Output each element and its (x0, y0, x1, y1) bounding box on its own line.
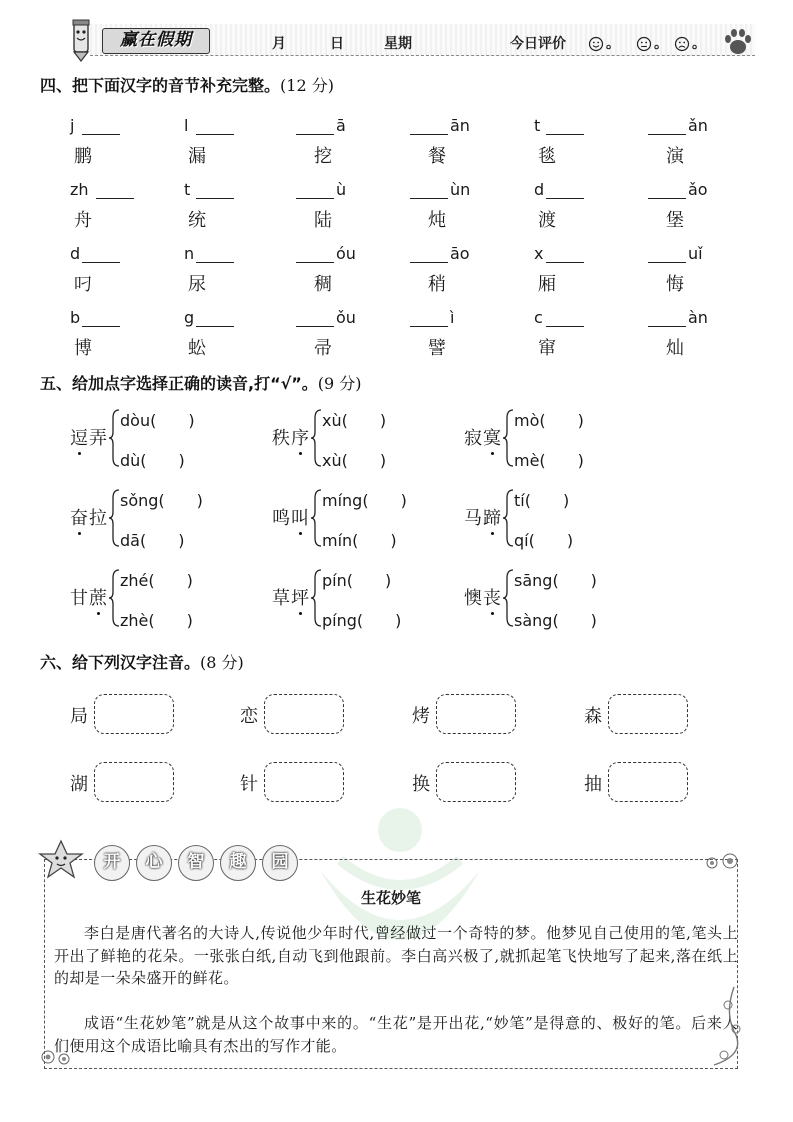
answer-blank[interactable] (296, 198, 334, 199)
hanzi-char: 渡 (538, 210, 556, 231)
pinyin-cell (534, 308, 624, 362)
section4-title-text: 四、把下面汉字的音节补充完整。 (40, 76, 281, 95)
pinyin-cell (184, 244, 274, 298)
pinyin-cell (184, 308, 274, 362)
answer-blank[interactable] (546, 262, 584, 263)
pinyin-box-item (412, 694, 592, 738)
pinyin-initial: zh (70, 180, 89, 199)
hanzi-char: 帚 (314, 338, 332, 359)
day-label: 日 (330, 36, 344, 52)
choice-word: 逗弄 (70, 428, 108, 449)
pinyin-cell (70, 180, 160, 234)
reading-choice (464, 408, 644, 468)
pinyin-final: ā (336, 116, 346, 135)
sad-face-icon (674, 36, 690, 52)
section4-title (40, 73, 334, 96)
reading-choice (70, 568, 250, 628)
emphasis-dot (78, 452, 81, 455)
answer-blank[interactable] (648, 326, 686, 327)
pinyin-answer-box[interactable] (436, 762, 516, 802)
pinyin-initial: x (534, 244, 544, 263)
answer-blank[interactable] (648, 262, 686, 263)
answer-blank[interactable] (648, 198, 686, 199)
answer-blank[interactable] (196, 262, 234, 263)
pinyin-box-item (240, 694, 420, 738)
answer-blank[interactable] (648, 134, 686, 135)
neutral-face-icon (636, 36, 652, 52)
hanzi-char: 统 (188, 210, 206, 231)
pinyin-final: óu (336, 244, 356, 263)
hanzi-char: 烤 (412, 706, 430, 727)
option-lower[interactable]: dù( ) (120, 451, 185, 470)
badge-3: 智 (178, 845, 214, 881)
brace-icon (108, 568, 120, 628)
option-upper[interactable]: sǒng( ) (120, 491, 203, 510)
pinyin-line (184, 244, 274, 266)
pinyin-cell (534, 244, 624, 298)
rating-sep-3: 。 (692, 36, 706, 52)
pinyin-final: ǎn (688, 116, 708, 135)
pinyin-answer-box[interactable] (264, 762, 344, 802)
option-lower[interactable]: mín( ) (322, 531, 397, 550)
pinyin-box-item (240, 762, 420, 806)
hanzi-char: 悔 (666, 274, 684, 295)
pinyin-final: uǐ (688, 244, 703, 263)
answer-blank[interactable] (410, 262, 448, 263)
emphasis-dot (491, 452, 494, 455)
pinyin-answer-box[interactable] (436, 694, 516, 734)
pinyin-line (648, 308, 738, 330)
hanzi-char: 餐 (428, 146, 446, 167)
answer-blank[interactable] (82, 326, 120, 327)
rating-sep-2: 。 (654, 36, 668, 52)
choice-word: 草坪 (272, 588, 310, 609)
story-paragraph-2: 成语“生花妙笔”就是从这个故事中来的。“生花”是开出花,“妙笔”是得意的、极好的笔。后来人们便用这个成语比喻具有杰出的写作才能。 (54, 1014, 738, 1055)
hanzi-char: 窜 (538, 338, 556, 359)
hanzi-char: 针 (240, 774, 258, 795)
pinyin-line (70, 244, 160, 266)
rating-sep-1: 。 (606, 36, 620, 52)
pinyin-box-item (584, 694, 764, 738)
answer-blank[interactable] (410, 134, 448, 135)
answer-blank[interactable] (546, 198, 584, 199)
pinyin-cell (648, 244, 738, 298)
pinyin-initial: l (184, 116, 189, 135)
option-lower[interactable]: qí( ) (514, 531, 574, 550)
emphasis-dot (299, 532, 302, 535)
answer-blank[interactable] (96, 198, 134, 199)
pinyin-line (534, 308, 624, 330)
section5-title (40, 371, 362, 394)
choice-word: 寂寞 (464, 428, 502, 449)
hanzi-char: 叼 (74, 274, 92, 295)
pinyin-cell (70, 244, 160, 298)
hanzi-char: 挖 (314, 146, 332, 167)
pinyin-answer-box[interactable] (608, 694, 688, 734)
answer-blank[interactable] (196, 326, 234, 327)
pinyin-line (296, 244, 386, 266)
reading-choice (70, 408, 250, 468)
pinyin-line (648, 116, 738, 138)
option-upper[interactable]: pín( ) (322, 571, 392, 590)
pinyin-cell (70, 116, 160, 170)
badge-4: 趣 (220, 845, 256, 881)
pinyin-line (534, 244, 624, 266)
hanzi-char: 博 (74, 338, 92, 359)
option-upper[interactable]: mò( ) (514, 411, 584, 430)
page-header (60, 18, 755, 62)
pinyin-line (648, 244, 738, 266)
pinyin-final: ǒu (336, 308, 356, 327)
pinyin-line (534, 180, 624, 202)
pinyin-final: ùn (450, 180, 471, 199)
flower-decoration-icon (700, 849, 744, 877)
pinyin-line (296, 308, 386, 330)
story-paragraph-1: 李白是唐代著名的大诗人,传说他少年时代,曾经做过一个奇特的梦。他梦见自己使用的笔,笔头上开出了鲜艳的花朵。一张张白纸,自动飞到他跟前。李白高兴极了,就抓起笔飞快地写了起来,落在纸上的却是一朵朵盛开的鲜花。 (54, 924, 738, 987)
option-upper[interactable]: tí( ) (514, 491, 570, 510)
brace-icon (310, 488, 322, 548)
star-mascot-icon (36, 839, 86, 879)
hanzi-char: 稠 (314, 274, 332, 295)
pinyin-cell (296, 308, 386, 362)
choice-word: 鸣叫 (272, 508, 310, 529)
pinyin-cell (296, 244, 386, 298)
section4-points: (12 分) (280, 76, 334, 95)
answer-blank[interactable] (546, 134, 584, 135)
hanzi-char: 炖 (428, 210, 446, 231)
option-upper[interactable]: sāng( ) (514, 571, 597, 590)
pinyin-cell (534, 180, 624, 234)
rating-label: 今日评价 (510, 36, 566, 52)
answer-blank[interactable] (296, 326, 334, 327)
option-lower[interactable]: zhè( ) (120, 611, 193, 630)
pinyin-answer-box[interactable] (94, 762, 174, 802)
vine-decoration-icon (684, 985, 744, 1069)
pinyin-final: ì (450, 308, 455, 327)
pinyin-box-item (70, 762, 250, 806)
pinyin-initial: g (184, 308, 195, 327)
option-upper[interactable]: míng( ) (322, 491, 407, 510)
pinyin-cell (534, 116, 624, 170)
emphasis-dot (97, 612, 100, 615)
pinyin-line (184, 308, 274, 330)
badge-1: 开 (94, 845, 130, 881)
brace-icon (108, 488, 120, 548)
pinyin-line (184, 116, 274, 138)
pinyin-initial: d (534, 180, 545, 199)
pinyin-final: āo (450, 244, 470, 263)
pinyin-initial: d (70, 244, 81, 263)
pinyin-initial: c (534, 308, 543, 327)
reading-choice (272, 488, 452, 548)
paw-print-icon (722, 26, 754, 58)
choice-word: 奋拉 (70, 508, 108, 529)
pinyin-cell (648, 180, 738, 234)
emphasis-dot (299, 452, 302, 455)
hanzi-char: 演 (666, 146, 684, 167)
hanzi-char: 森 (584, 706, 602, 727)
pinyin-answer-box[interactable] (264, 694, 344, 734)
reading-choice (272, 568, 452, 628)
pinyin-box-item (584, 762, 764, 806)
pinyin-final: àn (688, 308, 708, 327)
answer-blank[interactable] (410, 326, 448, 327)
pinyin-cell (410, 244, 500, 298)
badge-5: 园 (262, 845, 298, 881)
hanzi-char: 堡 (666, 210, 684, 231)
hanzi-char: 灿 (666, 338, 684, 359)
option-lower[interactable]: píng( ) (322, 611, 402, 630)
brace-icon (108, 408, 120, 468)
brand-title: 赢在假期 (102, 28, 210, 54)
hanzi-char: 换 (412, 774, 430, 795)
pinyin-final: ān (450, 116, 470, 135)
pinyin-line (296, 116, 386, 138)
emphasis-dot (299, 612, 302, 615)
pinyin-answer-box[interactable] (608, 762, 688, 802)
pinyin-line (70, 116, 160, 138)
pinyin-cell (410, 180, 500, 234)
pinyin-box-item (70, 694, 250, 738)
answer-blank[interactable] (410, 198, 448, 199)
hanzi-char: 尿 (188, 274, 206, 295)
pinyin-cell (410, 116, 500, 170)
hanzi-char: 抽 (584, 774, 602, 795)
choice-word: 甘蔗 (70, 588, 108, 609)
pinyin-cell (184, 180, 274, 234)
pinyin-answer-box[interactable] (94, 694, 174, 734)
hanzi-char: 厢 (538, 274, 556, 295)
hanzi-char: 譬 (428, 338, 446, 359)
pinyin-box-item (412, 762, 592, 806)
section6-points: (8 分) (200, 653, 244, 672)
hanzi-char: 恋 (240, 706, 258, 727)
choice-word: 马蹄 (464, 508, 502, 529)
answer-blank[interactable] (82, 262, 120, 263)
pinyin-line (648, 180, 738, 202)
emphasis-dot (491, 532, 494, 535)
pinyin-cell (648, 308, 738, 362)
answer-blank[interactable] (546, 326, 584, 327)
smile-face-icon (588, 36, 604, 52)
badge-2: 心 (136, 845, 172, 881)
pinyin-line (410, 308, 500, 330)
hanzi-char: 舟 (74, 210, 92, 231)
hanzi-char: 鹏 (74, 146, 92, 167)
story-title: 生花妙笔 (360, 889, 421, 907)
option-lower[interactable]: dā( ) (120, 531, 185, 550)
pinyin-line (534, 116, 624, 138)
pinyin-cell (296, 180, 386, 234)
hanzi-char: 陆 (314, 210, 332, 231)
brace-icon (502, 488, 514, 548)
pinyin-initial: n (184, 244, 195, 263)
pinyin-line (410, 116, 500, 138)
pinyin-final: ǎo (688, 180, 708, 199)
pinyin-cell (296, 116, 386, 170)
section5-title-text: 五、给加点字选择正确的读音,打“√”。 (40, 374, 318, 393)
pinyin-cell (648, 116, 738, 170)
section6-title (40, 650, 244, 673)
answer-blank[interactable] (296, 262, 334, 263)
pinyin-line (184, 180, 274, 202)
choice-word: 懊丧 (464, 588, 502, 609)
emphasis-dot (491, 612, 494, 615)
pinyin-line (296, 180, 386, 202)
reading-choice (464, 488, 644, 548)
brace-icon (310, 568, 322, 628)
month-label: 月 (272, 36, 286, 52)
answer-blank[interactable] (296, 134, 334, 135)
story-box (44, 845, 744, 1073)
weekday-label: 星期 (384, 36, 412, 52)
answer-blank[interactable] (82, 134, 120, 135)
option-lower[interactable]: xù( ) (322, 451, 387, 470)
pinyin-initial: t (534, 116, 541, 135)
pinyin-initial: b (70, 308, 81, 327)
section5-points: (9 分) (317, 374, 362, 393)
brace-icon (502, 408, 514, 468)
pinyin-cell (184, 116, 274, 170)
hanzi-char: 蚣 (188, 338, 206, 359)
flower-corner-icon (38, 1045, 78, 1069)
brace-icon (310, 408, 322, 468)
reading-choice (70, 488, 250, 548)
option-lower[interactable]: sàng( ) (514, 611, 597, 630)
brace-icon (502, 568, 514, 628)
pinyin-initial: j (70, 116, 75, 135)
hanzi-char: 稍 (428, 274, 446, 295)
hanzi-char: 湖 (70, 774, 88, 795)
pinyin-final: ù (336, 180, 347, 199)
pinyin-line (410, 244, 500, 266)
emphasis-dot (78, 532, 81, 535)
hanzi-char: 局 (70, 706, 88, 727)
hanzi-char: 漏 (188, 146, 206, 167)
pinyin-initial: t (184, 180, 191, 199)
hanzi-char: 毯 (538, 146, 556, 167)
pencil-mascot-icon (64, 18, 98, 62)
pinyin-line (70, 180, 160, 202)
answer-blank[interactable] (196, 134, 234, 135)
pinyin-cell (70, 308, 160, 362)
pinyin-line (410, 180, 500, 202)
option-upper[interactable]: xù( ) (322, 411, 387, 430)
choice-word: 秩序 (272, 428, 310, 449)
section6-title-text: 六、给下列汉字注音。 (40, 653, 201, 672)
option-upper[interactable]: dòu( ) (120, 411, 195, 430)
pinyin-cell (410, 308, 500, 362)
reading-choice (272, 408, 452, 468)
option-lower[interactable]: mè( ) (514, 451, 584, 470)
pinyin-line (70, 308, 160, 330)
answer-blank[interactable] (196, 198, 234, 199)
option-upper[interactable]: zhé( ) (120, 571, 193, 590)
reading-choice (464, 568, 644, 628)
